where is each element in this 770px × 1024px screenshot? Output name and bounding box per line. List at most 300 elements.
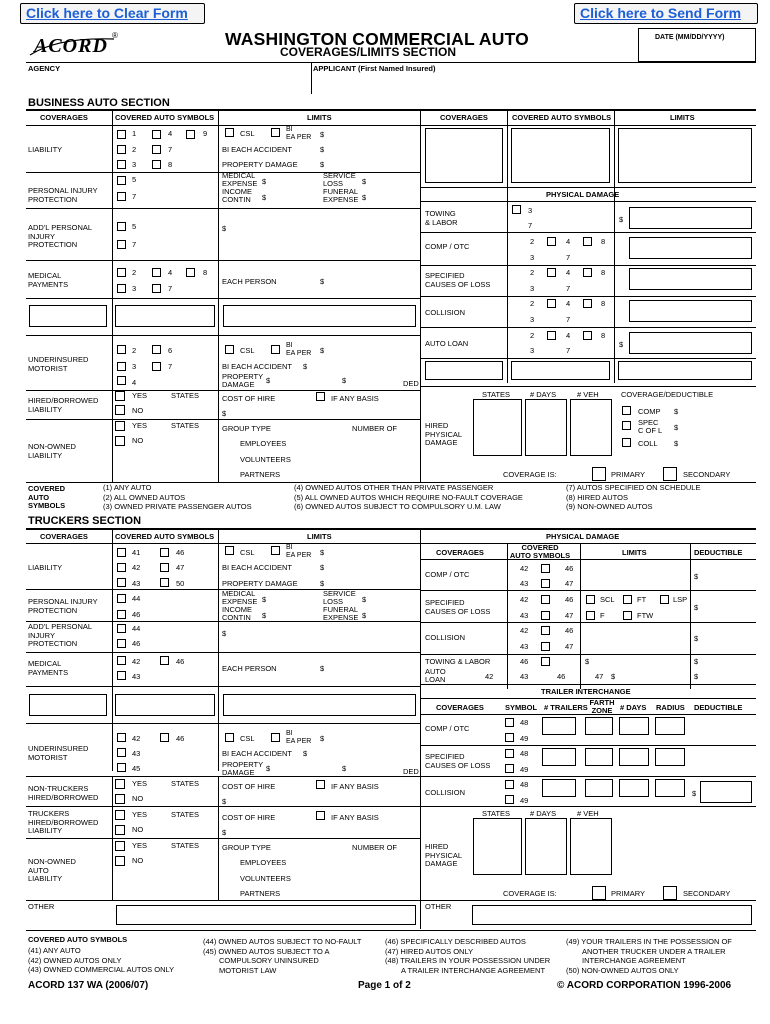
ba-r-col-limits: LIMITS [670, 113, 695, 122]
ba-liab-sym-3-box[interactable] [117, 160, 126, 169]
tr-t-coll-ded-dollar: $ [692, 789, 697, 798]
ba-hpd-comp-dollar: $ [674, 407, 679, 416]
tr-t-coll-days-field[interactable] [619, 779, 649, 797]
ba-liab-sym-9-box[interactable] [186, 130, 195, 139]
ba-primary-checkbox[interactable] [592, 467, 606, 481]
tr-t-col-farth-zone: FARTH ZONE [589, 698, 615, 715]
tr-nt-no-checkbox[interactable] [115, 794, 125, 804]
tr-t-comp-sym-49: 49 [520, 734, 529, 743]
ba-income-dollar: $ [262, 193, 267, 202]
tr-spec-sym-42: 42 [520, 595, 529, 604]
ba-addl-sym-5: 5 [132, 222, 137, 231]
ba-loan-sym-8: 8 [601, 331, 606, 340]
ba-no-no-label: NO [132, 436, 144, 445]
ba-col-limits: LIMITS [307, 113, 332, 122]
tr-col-limits: LIMITS [307, 532, 332, 541]
ba-no-states-label: STATES [171, 421, 200, 430]
business-auto-section-title: BUSINESS AUTO SECTION [28, 97, 170, 109]
tr-hired-pd-label: HIRED PHYSICAL DAMAGE [425, 842, 463, 869]
tr-funeral-dollar: $ [362, 611, 367, 620]
tr-liab-sym-42-box[interactable] [117, 563, 126, 572]
tr-other-coverage-field[interactable] [29, 694, 107, 716]
ba-loan-sym-4: 4 [566, 331, 571, 340]
acord-logo-text: ACORD [34, 35, 108, 57]
truckers-section-title: TRUCKERS SECTION [28, 515, 142, 527]
tr-comp-sym-43: 43 [520, 579, 529, 588]
tr-liab-sym-47-box[interactable] [160, 563, 169, 572]
ba-hpd-days-label: # DAYS [530, 390, 557, 399]
ba-tow-limit-field[interactable] [629, 207, 752, 229]
tr-spec-sym-43-box[interactable] [541, 611, 550, 620]
agency-label: AGENCY [28, 64, 61, 73]
ba-hpd-days-field[interactable] [525, 399, 567, 456]
ba-coll-sym-2: 2 [530, 299, 535, 308]
ba-liab-sym-3: 3 [132, 160, 137, 169]
tr-pip-sym-44-box[interactable] [117, 594, 126, 603]
ba-uim-pd-label: PROPERTY DAMAGE [222, 372, 264, 389]
ba-addl-sym-5-box[interactable] [117, 222, 126, 231]
ba-other-symbols-field[interactable] [115, 305, 215, 327]
tr-thb-cost-label: COST OF HIRE [222, 813, 276, 822]
ba-comp-sym-7: 7 [566, 253, 571, 262]
legend-48: (48) TRAILERS IN YOUR POSSESSION UNDER [385, 956, 551, 965]
tr-auto-loan-label: AUTO LOAN [425, 667, 446, 684]
ba-spec-limit-field[interactable] [629, 268, 752, 290]
tr-addl-sym-44-box[interactable] [117, 624, 126, 633]
tr-t-spec-49-box[interactable] [505, 764, 514, 773]
tr-other-limits-field[interactable] [223, 694, 416, 716]
tr-uim-sym-45-box[interactable] [117, 763, 126, 772]
legend-44: (44) OWNED AUTOS SUBJECT TO NO-FAULT [203, 937, 362, 946]
ba-tow-sym-7: 7 [528, 221, 533, 230]
tr-uim-bi-box[interactable] [271, 733, 280, 742]
ba-spec-sym-2-box[interactable] [547, 268, 556, 277]
ba-hpd-veh-label: # VEH [577, 390, 599, 399]
ba-cost-of-hire-label: COST OF HIRE [222, 394, 276, 403]
legend-49-cont-2: INTERCHANGE AGREEMENT [582, 956, 686, 965]
tr-loan-limit-dollar: $ [611, 672, 616, 681]
tr-liab-sym-41-box[interactable] [117, 548, 126, 557]
ba-symbols-legend-label: COVERED AUTO SYMBOLS [28, 484, 66, 510]
tr-hpd-states-field[interactable] [473, 818, 522, 875]
tr-csl-label: CSL [240, 548, 255, 557]
tr-t-coll-radius-field[interactable] [655, 779, 685, 797]
tr-comp-sym-42-box[interactable] [541, 564, 550, 573]
tr-uim-bi-ea-per-label: BI EA PER [286, 730, 312, 745]
tr-liab-sym-50: 50 [176, 579, 185, 588]
ba-spec-sym-3: 3 [530, 284, 535, 293]
ba-hpd-spec-box[interactable] [622, 421, 631, 430]
tr-hpd-veh-field[interactable] [570, 818, 612, 875]
ba-r-other-sym-field[interactable] [511, 361, 610, 380]
tr-bi-box[interactable] [271, 546, 280, 555]
tr-thb-basis-label: IF ANY BASIS [331, 813, 379, 822]
ba-hpd-states-field[interactable] [473, 399, 522, 456]
ba-hpd-comp-box[interactable] [622, 406, 631, 415]
tr-coll-sym-43: 43 [520, 642, 529, 651]
ba-uim-csl-box[interactable] [225, 345, 234, 354]
ba-pip-sym-5: 5 [132, 175, 137, 184]
tr-t-comp-radius-field[interactable] [655, 717, 685, 735]
tr-scl-label: SCL [600, 595, 615, 604]
tr-collision-label: COLLISION [425, 633, 466, 642]
ba-coll-limit-field[interactable] [629, 300, 752, 322]
ba-comp-sym-2-box[interactable] [547, 237, 556, 246]
ba-other-limits-field[interactable] [223, 305, 416, 327]
tr-uim-pd-label: PROPERTY DAMAGE [222, 760, 264, 777]
tr-t-spec-sym-49: 49 [520, 765, 529, 774]
legend-48-cont: A TRAILER INTERCHANGE AGREEMENT [401, 965, 546, 975]
tr-uim-csl-label: CSL [240, 734, 255, 743]
tr-uim-sym-43-box[interactable] [117, 748, 126, 757]
acord-logo [28, 33, 118, 59]
ba-comp-sym-4-box[interactable] [583, 237, 592, 246]
tr-t-spec-radius-field[interactable] [655, 748, 685, 766]
tr-med-sym-43-box[interactable] [117, 671, 126, 680]
tr-hpd-days-field[interactable] [525, 818, 567, 875]
tr-liab-sym-50-box[interactable] [160, 578, 169, 587]
tr-hpd-days-label: # DAYS [530, 809, 557, 818]
ba-loan-sym-4-box[interactable] [583, 331, 592, 340]
legend-43: (43) OWNED COMMERCIAL AUTOS ONLY [28, 965, 175, 974]
ba-hpd-comp-label: COMP [638, 407, 661, 416]
tr-t-coll-48-box[interactable] [505, 780, 514, 789]
ba-uim-sym-7-box[interactable] [152, 362, 161, 371]
ba-hb-yes-label: YES [132, 391, 148, 400]
ba-coll-sym-7: 7 [566, 315, 571, 324]
tr-f-box[interactable] [586, 611, 595, 620]
tr-no-no-checkbox[interactable] [115, 856, 125, 866]
ba-other-coverage-field[interactable] [29, 305, 107, 327]
ba-med-exp-dollar: $ [262, 177, 267, 186]
ba-if-any-basis-label: IF ANY BASIS [331, 394, 379, 403]
tr-bi-ea-per-label: BI EA PER [286, 544, 312, 559]
tr-t-coll-ded-field[interactable] [700, 781, 752, 803]
tr-other-symbols-field[interactable] [115, 694, 215, 716]
ba-uim-sym-6-box[interactable] [152, 345, 161, 354]
ba-loan-limit-field[interactable] [629, 332, 752, 354]
ba-no-yes-checkbox[interactable] [115, 421, 125, 431]
tr-tow-sym-46: 46 [520, 657, 529, 666]
tr-addl-sym-44: 44 [132, 624, 141, 633]
ba-each-person-label: EACH PERSON [222, 277, 277, 286]
ba-bi-ea-per-box[interactable] [271, 128, 280, 137]
tr-primary-checkbox[interactable] [592, 886, 606, 900]
tr-t-spec-trailers-field[interactable] [542, 748, 576, 766]
tr-lsp-box[interactable] [660, 595, 669, 604]
tr-thb-no-checkbox[interactable] [115, 825, 125, 835]
tr-legend-col-4 [566, 937, 732, 975]
legend-2-all-owned: (2) ALL OWNED AUTOS [103, 492, 186, 502]
legend-6: (6) OWNED AUTOS SUBJECT TO COMPULSORY U.M. LAW [294, 502, 501, 511]
tr-hpd-veh-label: # VEH [577, 809, 599, 818]
ba-r-limits-field[interactable] [618, 128, 752, 183]
ba-r-coverage-field[interactable] [425, 128, 503, 183]
tr-uim-sym-46-box[interactable] [160, 733, 169, 742]
tr-t-spec-48-box[interactable] [505, 749, 514, 758]
tr-spec-ded-dollar: $ [694, 603, 699, 612]
tr-coll-sym-42: 42 [520, 626, 529, 635]
legend-45-cont-2: MOTORIST LAW [219, 965, 277, 975]
ba-pd-label: PROPERTY DAMAGE [222, 160, 298, 169]
tr-coll-sym-42-box[interactable] [541, 626, 550, 635]
tr-legend-title: COVERED AUTO SYMBOLS [28, 935, 128, 944]
ba-r-other-limit-field[interactable] [618, 361, 752, 380]
ba-hpd-spec-label: SPEC C OF L [638, 418, 663, 435]
legend-5: (5) ALL OWNED AUTOS WHICH REQUIRE NO-FAULT COVERAGE [294, 492, 523, 502]
tr-spec-sym-42-box[interactable] [541, 595, 550, 604]
ba-liab-sym-1-box[interactable] [117, 130, 126, 139]
tr-thb-dollar: $ [222, 828, 227, 837]
tr-t-col-trailers: # TRAILERS [544, 703, 588, 712]
tr-liab-sym-46: 46 [176, 548, 185, 557]
ba-pip-sym-5-box[interactable] [117, 176, 126, 185]
ba-med-sym-3-box[interactable] [117, 284, 126, 293]
ba-csl-box[interactable] [225, 128, 234, 137]
send-form-button[interactable]: Click here to Send Form [574, 3, 758, 24]
ba-medical-expense-label: MEDICAL EXPENSE [222, 171, 258, 188]
ba-r-other-cov-field[interactable] [425, 361, 503, 380]
ba-hb-no-label: NO [132, 406, 144, 415]
tr-nt-states-label: STATES [171, 779, 200, 788]
copyright: © ACORD CORPORATION 1996-2006 [557, 980, 732, 991]
tr-r-col-symbols: COVERED AUTO SYMBOLS [509, 543, 571, 560]
tr-liab-sym-43-box[interactable] [117, 578, 126, 587]
ba-bi-ea-per-label: BI EA PER [286, 126, 312, 141]
ba-uim-bi-box[interactable] [271, 345, 280, 354]
tr-coverage-is-label: COVERAGE IS: [503, 889, 557, 898]
tr-other-field[interactable] [116, 905, 416, 925]
tr-t-comp-days-field[interactable] [619, 717, 649, 735]
tr-thb-yes-checkbox[interactable] [115, 810, 125, 820]
tr-thb-yes-label: YES [132, 810, 148, 819]
ba-towing-label: TOWING & LABOR [425, 209, 458, 227]
tr-t-coll-trailers-field[interactable] [542, 779, 576, 797]
tr-nt-basis-box[interactable] [316, 780, 325, 789]
tr-uim-sym-45: 45 [132, 764, 141, 773]
clear-form-button[interactable]: Click here to Clear Form [20, 3, 205, 24]
tr-med-sym-42-box[interactable] [117, 656, 126, 665]
tr-loan-sym-42: 42 [485, 672, 494, 681]
ba-loan-dollar: $ [619, 340, 624, 349]
tr-comp-sym-43-box[interactable] [541, 579, 550, 588]
ba-service-loss-label: SERVICE LOSS [323, 171, 356, 188]
ba-group-type-label: GROUP TYPE [222, 424, 271, 433]
ba-comp-limit-field[interactable] [629, 237, 752, 259]
tr-ft-box[interactable] [623, 595, 632, 604]
ba-uim-sym-4-box[interactable] [117, 376, 126, 385]
tr-t-comp-trailers-field[interactable] [542, 717, 576, 735]
ba-physical-damage-header: PHYSICAL DAMAGE [546, 190, 620, 199]
ba-uim-sym-2-box[interactable] [117, 345, 126, 354]
ba-med-sym-7-box[interactable] [152, 284, 161, 293]
ba-uim-sym-2: 2 [132, 346, 137, 355]
tr-legend-col-1 [28, 946, 174, 975]
tr-no-states-label: STATES [171, 841, 200, 850]
tr-t-comp-sym-48: 48 [520, 718, 529, 727]
ba-spec-sym-4-box[interactable] [583, 268, 592, 277]
tr-med-exp-dollar: $ [262, 595, 267, 604]
tr-liab-sym-46-box[interactable] [160, 548, 169, 557]
tr-pip-sym-46: 46 [132, 610, 141, 619]
ba-medpay-label: MEDICAL PAYMENTS [28, 271, 69, 289]
ba-loan-sym-2-box[interactable] [547, 331, 556, 340]
ba-pip-label: PERSONAL INJURY PROTECTION [28, 186, 98, 204]
ba-hb-no-checkbox[interactable] [115, 405, 125, 415]
ba-r-symbols-field[interactable] [511, 128, 610, 183]
legend-1-any-auto: (1) ANY AUTO [103, 483, 152, 492]
ba-comp-otc-label: COMP / OTC [425, 242, 470, 251]
ba-med-sym-8-box[interactable] [186, 268, 195, 277]
tr-addl-dollar: $ [222, 629, 227, 638]
ba-col-coverages: COVERAGES [40, 113, 88, 122]
legend-45: (45) OWNED AUTOS SUBJECT TO A [203, 946, 330, 956]
tr-f-label: F [600, 611, 605, 620]
ba-uim-csl-label: CSL [240, 346, 255, 355]
tr-comp-otc-label: COMP / OTC [425, 570, 470, 579]
tr-partners-label: PARTNERS [240, 889, 281, 898]
ba-spec-sym-7: 7 [566, 284, 571, 293]
ba-bi-each-accident-label: BI EACH ACCIDENT [222, 145, 293, 154]
tr-t-coll-farth-field[interactable] [585, 779, 613, 797]
legend-46: (46) SPECIFICALLY DESCRIBED AUTOS [385, 937, 526, 946]
ba-liab-sym-7-box[interactable] [152, 145, 161, 154]
tr-group-type-label: GROUP TYPE [222, 843, 271, 852]
tr-tow-sym-46-box[interactable] [541, 657, 550, 666]
legend-4: (4) OWNED AUTOS OTHER THAN PRIVATE PASSENGER [294, 483, 494, 492]
ba-liab-sym-8: 8 [168, 160, 173, 169]
ba-liab-sym-2-box[interactable] [117, 145, 126, 154]
ba-uim-bi-dollar: $ [303, 362, 308, 371]
applicant-field[interactable] [313, 74, 753, 92]
ba-liab-sym-8-box[interactable] [152, 160, 161, 169]
ba-r-col-coverages: COVERAGES [440, 113, 488, 122]
ba-secondary-checkbox[interactable] [663, 467, 677, 481]
ba-hired-borrowed-label: HIRED/BORROWED LIABILITY [28, 396, 99, 414]
agency-field[interactable] [28, 74, 308, 92]
tr-ft-label: FT [637, 595, 647, 604]
ba-med-sym-7: 7 [168, 284, 173, 293]
tr-uim-csl-box[interactable] [225, 733, 234, 742]
tr-nt-yes-checkbox[interactable] [115, 779, 125, 789]
tr-r-col-limits: LIMITS [622, 548, 647, 557]
tr-ftw-box[interactable] [623, 611, 632, 620]
tr-coll-sym-43-box[interactable] [541, 642, 550, 651]
tr-t-coll-49-box[interactable] [505, 795, 514, 804]
tr-hpd-states-label: STATES [482, 809, 511, 818]
tr-comp-ded-dollar: $ [694, 572, 699, 581]
ba-coll-sym-2-box[interactable] [547, 299, 556, 308]
tr-tow-ded-dollar: $ [694, 657, 699, 666]
ba-uim-ded-dollar: $ [342, 376, 347, 385]
tr-thb-states-label: STATES [171, 810, 200, 819]
tr-secondary-checkbox[interactable] [663, 886, 677, 900]
ba-liab-sym-7: 7 [168, 145, 173, 154]
tr-coll-ded-dollar: $ [694, 634, 699, 643]
tr-pd-label: PROPERTY DAMAGE [222, 579, 298, 588]
tr-uim-sym-46: 46 [176, 734, 185, 743]
tr-addl-sym-46: 46 [132, 639, 141, 648]
ba-uim-sym-3: 3 [132, 362, 137, 371]
tr-med-sym-46-box[interactable] [160, 656, 169, 665]
tr-tow-limit-dollar: $ [585, 657, 590, 666]
tr-t-comp-49-box[interactable] [505, 733, 514, 742]
ba-liab-sym-4-box[interactable] [152, 130, 161, 139]
tr-each-person-label: EACH PERSON [222, 664, 277, 673]
tr-t-comp-48-box[interactable] [505, 718, 514, 727]
tr-thb-basis-box[interactable] [316, 811, 325, 820]
ba-med-sym-4-box[interactable] [152, 268, 161, 277]
ba-med-sym-2-box[interactable] [117, 268, 126, 277]
ba-tow-sym-3-box[interactable] [512, 205, 521, 214]
ba-uim-sym-6: 6 [168, 346, 173, 355]
tr-t-spec-farth-field[interactable] [585, 748, 613, 766]
ba-uim-sym-3-box[interactable] [117, 362, 126, 371]
tr-uim-sym-42-box[interactable] [117, 733, 126, 742]
tr-coll-sym-47: 47 [565, 642, 574, 651]
ba-hpd-veh-field[interactable] [570, 399, 612, 456]
ba-no-no-checkbox[interactable] [115, 436, 125, 446]
tr-nt-cost-label: COST OF HIRE [222, 782, 276, 791]
tr-scl-box[interactable] [586, 595, 595, 604]
tr-medical-expense-label: MEDICAL EXPENSE [222, 589, 258, 606]
tr-t-coll-sym-48: 48 [520, 780, 529, 789]
ba-legend-col-2 [294, 483, 523, 512]
tr-t-comp-farth-field[interactable] [585, 717, 613, 735]
tr-spec-sym-46: 46 [565, 595, 574, 604]
ba-liability-label: LIABILITY [28, 145, 63, 154]
tr-liability-label: LIABILITY [28, 563, 63, 572]
tr-service-dollar: $ [362, 595, 367, 604]
ba-addl-sym-7-box[interactable] [117, 240, 126, 249]
tr-csl-dollar: $ [320, 548, 325, 557]
tr-pip-label: PERSONAL INJURY PROTECTION [28, 597, 98, 615]
tr-nt-no-label: NO [132, 794, 144, 803]
ba-pd-dollar: $ [320, 160, 325, 169]
ba-coll-sym-4-box[interactable] [583, 299, 592, 308]
ba-csl-label: CSL [240, 129, 255, 138]
tr-addl-pip-label: ADD'L PERSONAL INJURY PROTECTION [28, 622, 93, 649]
ba-no-yes-label: YES [132, 421, 148, 430]
tr-primary-label: PRIMARY [611, 889, 646, 898]
tr-uim-csl-dollar: $ [320, 734, 325, 743]
legend-9: (9) NON-OWNED AUTOS [566, 502, 653, 511]
tr-nt-yes-label: YES [132, 779, 148, 788]
tr-liab-sym-41: 41 [132, 548, 141, 557]
tr-t-spec-days-field[interactable] [619, 748, 649, 766]
legend-47: (47) HIRED AUTOS ONLY [385, 946, 474, 956]
tr-addl-sym-46-box[interactable] [117, 639, 126, 648]
ba-hb-yes-checkbox[interactable] [115, 391, 125, 401]
tr-csl-box[interactable] [225, 546, 234, 555]
ba-hpd-coll-box[interactable] [622, 438, 631, 447]
tr-pip-sym-46-box[interactable] [117, 610, 126, 619]
ba-if-any-basis-box[interactable] [316, 392, 325, 401]
ba-pip-sym-7-box[interactable] [117, 192, 126, 201]
form-title: WASHINGTON COMMERCIAL AUTO [225, 29, 529, 49]
tr-r-other-field[interactable] [472, 905, 752, 925]
tr-t-comp-label: COMP / OTC [425, 724, 470, 733]
tr-number-of-label: NUMBER OF [352, 843, 397, 852]
registered-mark: ® [112, 31, 118, 40]
ba-liab-sym-9: 9 [203, 129, 208, 138]
tr-bi-accident-label: BI EACH ACCIDENT [222, 563, 293, 572]
tr-no-yes-checkbox[interactable] [115, 841, 125, 851]
ba-uim-csl-dollar: $ [320, 346, 325, 355]
ba-spec-sym-8: 8 [601, 268, 606, 277]
ba-legend-col-1 [103, 483, 252, 512]
tr-each-person-dollar: $ [320, 664, 325, 673]
